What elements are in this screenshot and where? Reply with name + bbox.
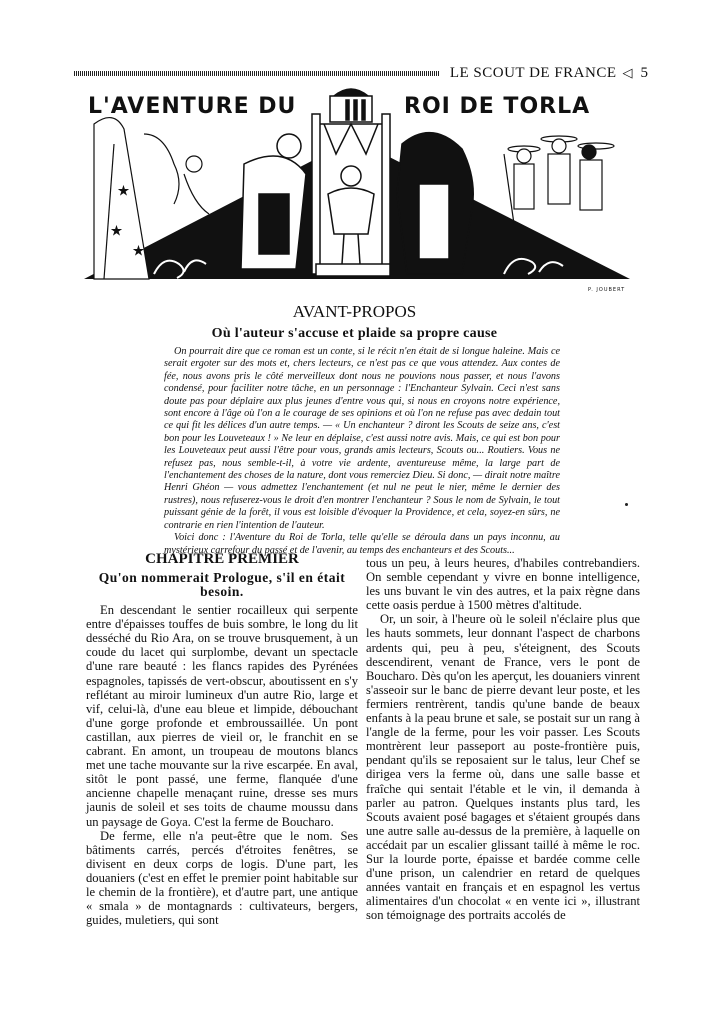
print-speck xyxy=(625,503,628,506)
preface-subheading: Où l'auteur s'accuse et plaide sa propre cause xyxy=(211,326,498,341)
chapter-subtitle: Qu'on nommerait Prologue, s'il en était besoin. xyxy=(98,570,346,600)
header-decorative-rule xyxy=(74,71,440,76)
left-column xyxy=(86,552,358,927)
body-paragraph: Or, un soir, à l'heure où le soleil n'éclaire plus que les hauts sommets, leur donnant l'aspect de charbons ardents qui, peu à peu, s'éteignent, des Scouts descendirent, venant de France, vers le pont de Boucharo. Dès qu'on les aperçut, les douaniers vinrent s'asseoir sur le banc de pierre devant leur poste, et les fermiers rentrèrent, tandis qu'une bande de beaux enfants à la peau brune et sale, se postait sur un rang à l'angle de la ferme, pour les voir passer. Les Scouts montrèrent leur passeport au poste-frontière puis, pendant qu'ils se reposaient sur le talus, leur Chef se dirigea vers la ferme où, dans une salle basse et fraîche qui sentait l'étable et le vin, il demanda à parler au patron. Quelques instants plus tard, les Scouts avaient posé bagages et s'étaient groupés dans une autre salle au-dessus de la première, à laquelle on accédait par un escalier glissant taillé à même le roc. Sur la lourde porte, épaisse et bardée comme celle d'une prison, un calendrier en retard de quelques années vantait en français et en espagnol les vertus alimentaires d'un chocolat « en vente ici », illustrant son témoignage des portraits accolés de xyxy=(366,612,641,923)
page-number: 5 xyxy=(640,64,648,81)
preface-paragraph: Voici donc : l'Aventure du Roi de Torla, telle qu'elle se déroula dans un pays inconnu, au mystérieux carrefour du passé et de l'avenir, au temps des enchanteurs et des Scouts... xyxy=(164,532,560,556)
preface-paragraph: On pourrait dire que ce roman est un conte, si le récit n'en était de si longue haleine. Mais ce serait ergoter sur des mots et, chers lecteurs, ce n'est pas ce que vous attendez. Aux contes de fée, nous avons pris le côté merveilleux dont nous ne pouvions nous passer, et nous l'avons condensé, pour faciliter notre tâche, en un personnage : l'Enchanteur Sylvain. Ceci n'est sans doute pas pour déplaire aux plus jeunes d'entre vous qui, si nous en croyons notre expérience, sont encore à l'âge où l'on a le courage de ses opinions et où l'on ne refuse pas avec dedain tout ce qui fit les délices d'un autre temps. — « Un enchanteur ? diront les Scouts de seize ans, c'est bon pour les Louveteaux ! » Ne leur en déplaise, c'est aussi notre avis. Mais, ce qui est bon pour les Louveteaux peut aussi l'être pour vous, grands amis lecteurs, Scouts ou... Routiers. Vous ne refusez pas, nous semble-t-il, à votre vie ardente, aventureuse même, la large part de l'enchantement des choses de la nature, dont vous remerciez Dieu. Si donc, — dirait notre maître Henri Ghéon — vous admettez l'enchantement (et nul ne peut le nier, même le dernier des rustres), nous refuserez-vous le droit d'en montrer l'enchanteur ? Sous le nom de Sylvain, le tout puissant génie de la forêt, il vous est loisible d'évoquer la Providence, et cela, soyez-en sûrs, ne contrarie en rien l'intention de l'auteur. xyxy=(164,346,560,531)
publication-name: LE SCOUT DE FRANCE xyxy=(449,64,617,81)
right-column xyxy=(366,556,640,922)
svg-text:★: ★ xyxy=(119,186,128,197)
body-paragraph: En descendant le sentier rocailleux qui serpente entre d'épaisses touffes de buis sombre, le long du lit desséché du Rio Ara, on se trouve brusquement, à un coude du lacet qui surplombe, devant un spectacle d'une rare beauté : les flancs rapides des Pyrénées espagnoles, tapissés de vert-obscur, aboutissent en s'y reflétant au miroir lumineux d'un autre Rio, large et vif, celui-là, d'une eau bleue et limpide, débouchant d'une gorge profonde et embroussaillée. Un pont castillan, aux pierres de vieil or, le franchit en se cabrant. En amont, un troupeau de moutons blancs met une tache mouvante sur la rive escarpée. En aval, sitôt le pont passé, une ferme, flanquée d'une ancienne chapelle menaçant ruine, dresse ses murs jaunis de soleil et ses toits de chaume moussu dans un paysage de Goya. C'est la ferme de Boucharo. xyxy=(86,603,358,829)
title-right-part: ROI DE TORLA xyxy=(404,94,591,119)
illustrator-signature: P. JOUBERT xyxy=(588,287,626,293)
body-paragraph: De ferme, elle n'a peut-être que le nom. Ses bâtiments carrés, percés d'étroites fenêtres, se divisent en deux corps de logis. D'une part, les douaniers (c'est en effet le premier point habitable sur le chemin de la frontière), et d'autre part, une antique « smala » de montagnards : cultivateurs, bergers, guides, muletiers, qui sont xyxy=(86,828,358,928)
chapter-title: CHAPITRE PREMIER xyxy=(145,551,299,567)
svg-text:★: ★ xyxy=(112,226,121,237)
triangle-arrow-icon: ◁ xyxy=(622,65,633,80)
title-left-part: L'AVENTURE DU xyxy=(88,94,297,119)
svg-text:★: ★ xyxy=(134,246,143,257)
preface-body xyxy=(164,346,560,557)
running-header xyxy=(74,64,648,82)
left-courtier-figure xyxy=(241,134,306,269)
body-paragraph: tous un peu, à leurs heures, d'habiles contrebandiers. On semble cependant y vivre en bonne intelligence, les uns buvant le vin des autres, et la paix règne dans cette oasis perdue à 1500 mètres d'altitude. xyxy=(366,556,640,613)
scouts-group-figure xyxy=(504,136,614,224)
right-courtier-figure xyxy=(397,133,473,274)
preface-heading: AVANT-PROPOS xyxy=(292,302,417,321)
